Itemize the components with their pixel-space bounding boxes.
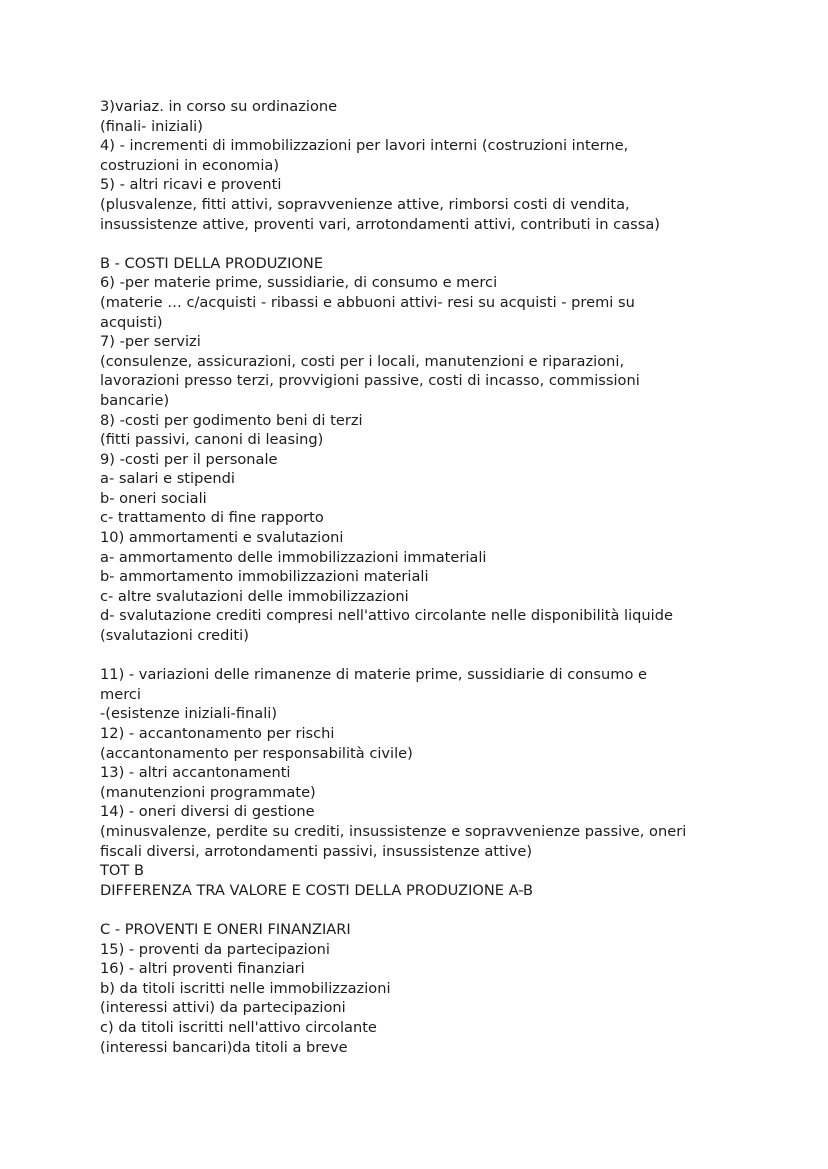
text-line: 13) - altri accantonamenti [100, 764, 291, 782]
section-heading: C - PROVENTI E ONERI FINANZIARI [100, 920, 351, 938]
paragraph-gap [100, 900, 800, 920]
section-b [100, 254, 800, 646]
text-line: merci [100, 685, 141, 703]
section-a-tail [100, 97, 800, 234]
text-line: (accantonamento per responsabilità civile) [100, 744, 413, 762]
text-line: 10) ammortamenti e svalutazioni [100, 529, 344, 547]
difference-line: DIFFERENZA TRA VALORE E COSTI DELLA PRODUZIONE A-B [100, 881, 534, 899]
text-line: 4) - incrementi di immobilizzazioni per lavori interni (costruzioni interne, [100, 137, 629, 155]
text-line: 9) -costi per il personale [100, 450, 278, 468]
text-line: 8) -costi per godimento beni di terzi [100, 411, 363, 429]
text-line: lavorazioni presso terzi, provvigioni passive, costi di incasso, commissioni [100, 372, 640, 390]
text-line: a- salari e stipendi [100, 470, 235, 488]
text-line: (svalutazioni crediti) [100, 627, 249, 645]
text-line: fiscali diversi, arrotondamenti passivi, insussistenze attive) [100, 842, 533, 860]
text-line: costruzioni in economia) [100, 156, 280, 174]
text-line: b- oneri sociali [100, 489, 207, 507]
text-line: (fitti passivi, canoni di leasing) [100, 431, 324, 449]
text-line: (manutenzioni programmate) [100, 783, 316, 801]
text-line: (interessi bancari)da titoli a breve [100, 1038, 348, 1056]
paragraph-gap [100, 646, 800, 666]
section-c [100, 920, 800, 1057]
text-line: c) da titoli iscritti nell'attivo circolante [100, 1018, 377, 1036]
text-line: 12) - accantonamento per rischi [100, 725, 335, 742]
text-line: 6) -per materie prime, sussidiarie, di consumo e merci [100, 274, 498, 292]
text-line: (materie … c/acquisti - ribassi e abbuoni attivi- resi su acquisti - premi su [100, 293, 635, 311]
text-line: c- trattamento di fine rapporto [100, 509, 324, 527]
text-line: insussistenze attive, proventi vari, arrotondamenti attivi, contributi in cassa) [100, 215, 660, 233]
text-line: c- altre svalutazioni delle immobilizzazioni [100, 587, 409, 605]
text-line: 7) -per servizi [100, 333, 201, 351]
total-line: TOT B [100, 862, 144, 880]
text-line: d- svalutazione crediti compresi nell'attivo circolante nelle disponibilità liquide [100, 607, 673, 625]
text-line: (interessi attivi) da partecipazioni [100, 999, 346, 1017]
text-line: (plusvalenze, fitti attivi, sopravvenienze attive, rimborsi costi di vendita, [100, 195, 630, 213]
text-line: bancarie) [100, 391, 170, 409]
document-body [100, 97, 800, 1057]
paragraph-gap [100, 234, 800, 254]
text-line: a- ammortamento delle immobilizzazioni immateriali [100, 548, 487, 566]
text-line: b) da titoli iscritti nelle immobilizzazioni [100, 979, 391, 997]
text-line: (finali- iniziali) [100, 117, 203, 135]
text-line: 11) - variazioni delle rimanenze di materie prime, sussidiarie di consumo e [100, 666, 648, 684]
text-line: (minusvalenze, perdite su crediti, insussistenze e sopravvenienze passive, oneri [100, 822, 687, 840]
text-line: 5) - altri ricavi e proventi [100, 176, 282, 194]
text-line: 3)variaz. in corso su ordinazione [100, 98, 338, 115]
section-b-continued [100, 665, 800, 900]
text-line: 14) - oneri diversi di gestione [100, 803, 315, 821]
text-line: -(esistenze iniziali-finali) [100, 705, 278, 723]
text-line: (consulenze, assicurazioni, costi per i locali, manutenzioni e riparazioni, [100, 352, 625, 370]
text-line: 16) - altri proventi finanziari [100, 960, 305, 978]
section-heading: B - COSTI DELLA PRODUZIONE [100, 254, 324, 272]
text-line: b- ammortamento immobilizzazioni materiali [100, 568, 429, 586]
text-line: acquisti) [100, 313, 163, 331]
text-line: 15) - proventi da partecipazioni [100, 940, 330, 958]
